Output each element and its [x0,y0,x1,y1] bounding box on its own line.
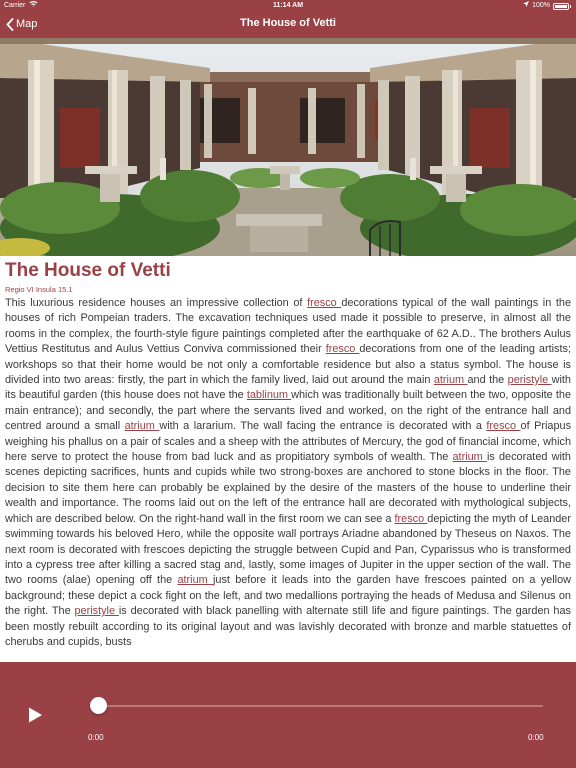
battery-icon [553,3,569,10]
glossary-link[interactable]: fresco [486,420,521,433]
carrier-text: Carrier [4,2,26,9]
body-text-segment: is decorated with black panelling with alternate still life and figure paintings. The garden has been mostly rebuilt according to its original layout and was lavishly decorated with bronze and marble statuettes of cherubs and cupids, busts [5,605,571,648]
glossary-link[interactable]: atrium [433,374,468,387]
glossary-link[interactable]: fresco [307,297,342,309]
body-text-segment: decorations from one of the leading artists; workshops so that their home would be not only a comfortable residence but also a status symbol. The house is divided into two areas: firstly, the part in which the family lived, laid out around the main [5,343,571,387]
total-time: 0:00 [528,733,544,742]
glossary-link[interactable]: fresco [394,512,428,525]
article-body [5,296,571,650]
body-text-segment: with its beautiful garden (this house does not have the [5,374,571,402]
glossary-link[interactable]: fresco [325,343,360,356]
glossary-link[interactable]: peristyle [507,374,552,387]
progress-slider-track[interactable] [96,705,543,707]
glossary-link[interactable]: atrium [177,574,213,587]
glossary-link[interactable]: peristyle [74,605,119,618]
current-time: 0:00 [88,733,104,742]
article-title: The House of Vetti [5,260,171,281]
status-bar [0,0,576,12]
glossary-link[interactable]: atrium [124,420,160,433]
body-text-segment: which was traditionally built between the two, opposite the main entrance); and secondly, the part where the servants lived and worked, on the right of the entrance hall and centred around a small [5,389,571,433]
page-title: The House of Vetti [240,17,336,29]
battery-percent: 100% [532,2,550,9]
body-text-segment: is decorated with scenes depicting sacrifices, hunts and cupids while two strong-boxes are anchored to stone blocks in the floor. The decision to site them here can probably be explained by the desire of the masters of the house to underline their wealth and importance. The rooms laid out on the left of the entrance hall are decorated with mythological subjects, which are described below. On the right-hand wall in the first room we can see a [5,451,571,525]
body-text-segment: and the [467,374,508,387]
body-text-segment: This luxurious residence houses an impressive collection of [5,297,308,309]
top-header [0,0,576,38]
hero-image [0,38,576,256]
body-text-segment: just before it leads into the garden have frescoes painted on a yellow background; these depict a cock fight on the left, and two medallions portraying the heads of Medusa and Silenus on the right. The [5,574,571,618]
play-icon [26,706,44,724]
body-text-segment: depicting the myth of Leander swimming towards his beloved Hero, while the opposite wall portrays Ariadne abandoned by Theseus on Naxos. The next room is decorated with frescoes depicting the struggle between Cupid and Pan, Cyparissus who is transformed into a cypress tree after killing a sacred stag and, lastly, some images of Jupiter in the upper section of the wall. The two rooms (alae) opening off the [5,512,571,587]
status-time: 11:14 AM [272,2,304,9]
glossary-link[interactable]: atrium [452,451,487,464]
back-button-label: Map [16,18,38,30]
article-content[interactable] [5,256,571,662]
battery-tip [570,5,571,8]
location-arrow-icon [523,0,529,12]
status-right [523,0,571,12]
progress-slider-knob[interactable] [90,697,107,714]
article-location: Regio VI Insula 15.1 [5,285,73,294]
glossary-link[interactable]: tablinum [246,389,292,402]
audio-player [0,662,576,768]
body-text-segment: decorations typical of the wall paintings in the houses of rich Pompeian traders. The excavation techniques used made it possible to preserve, in almost all the rooms in the complex, the fourth-style figure paintings completed after the earthquake of 62 A.D.. The brothers Aulus Vettius Restitutus and Aulus Vettius Conviva commissioned their [5,297,571,356]
play-button[interactable] [26,706,44,724]
body-text-segment: of Priapus weighing his phallus on a pair of scales and a sheep with the attributes of Mercury, the god of financial income, which here serve to protect the house from bad luck and as propitiatory symbols of wealth. The [5,420,571,464]
body-text-segment: with a lararium. The wall facing the entrance is decorated with a [159,420,487,433]
navigation-bar [0,12,576,36]
